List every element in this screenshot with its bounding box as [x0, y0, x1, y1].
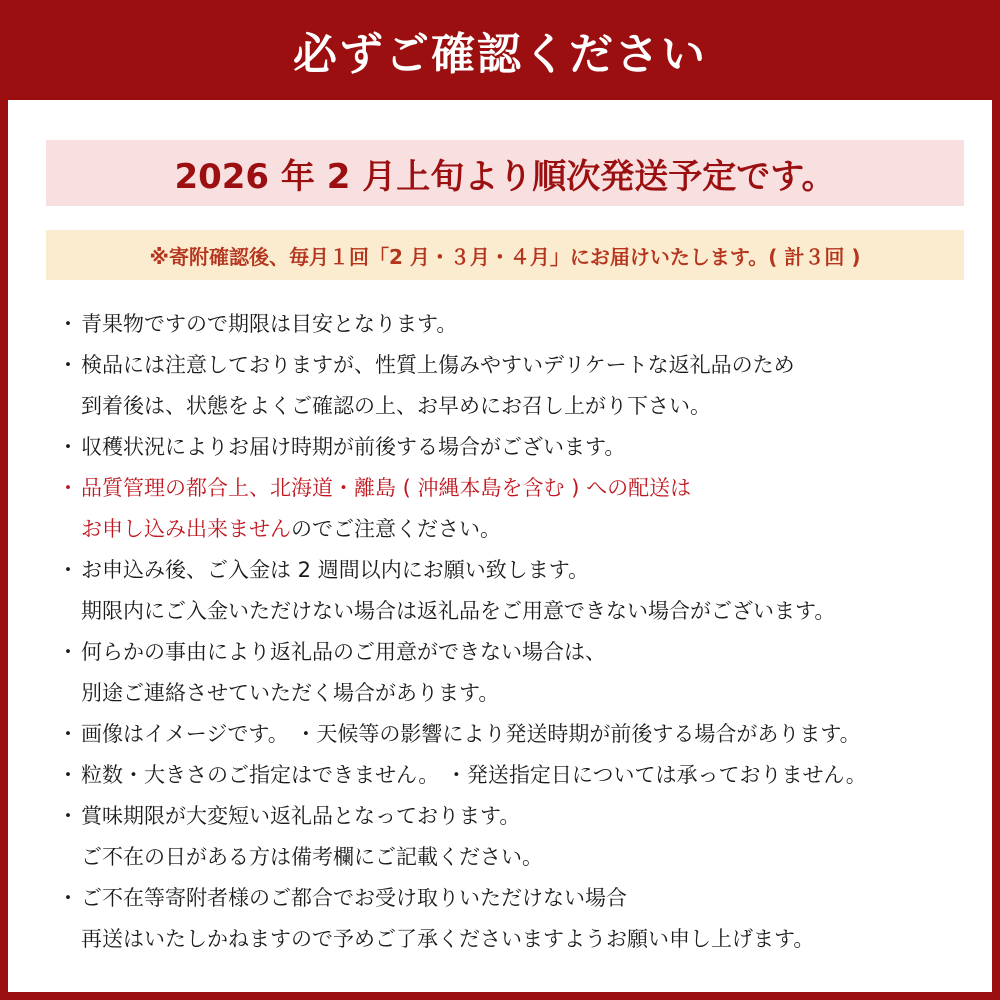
list-item: [55, 755, 985, 796]
delivery-frequency-banner: ※寄附確認後、毎月１回「2 月・３月・４月」にお届けいたします。( 計３回 ): [46, 230, 964, 280]
note-line: [81, 509, 691, 550]
note-line: お申込み後、ご入金は 2 週間以内にお願い致します。: [81, 558, 590, 582]
list-item: [55, 468, 985, 550]
bullet: ・: [57, 640, 79, 664]
shipping-restriction-warning: 品質管理の都合上、北海道・離島 ( 沖縄本島を含む ) への配送は: [81, 476, 692, 500]
note-line: 何らかの事由により返礼品のご用意ができない場合は、: [81, 640, 606, 664]
note-line: ご不在等寄附者様のご都合でお受け取りいただけない場合: [81, 886, 627, 910]
page-title: 必ずご確認ください: [0, 0, 1000, 100]
caution-text: のでご注意ください。: [291, 517, 501, 541]
bullet: ・: [57, 312, 79, 336]
list-item: [55, 632, 985, 714]
bullet: ・: [57, 476, 79, 500]
list-item: [55, 304, 985, 345]
note-line: 別途ご連絡させていただく場合があります。: [81, 681, 500, 705]
list-item: [55, 427, 985, 468]
bullet: ・: [57, 886, 79, 910]
note-line: 賞味期限が大変短い返礼品となっております。: [81, 804, 521, 828]
bullet: ・: [57, 763, 79, 787]
application-unavailable-warning: お申し込み出来ません: [81, 517, 291, 541]
note-line: 再送はいたしかねますので予めご了承くださいますようお願い申し上げます。: [81, 927, 815, 951]
list-item: [55, 345, 985, 427]
bullet: ・: [57, 804, 79, 828]
note-line: 画像はイメージです。 ・天候等の影響により発送時期が前後する場合があります。: [81, 722, 861, 746]
list-item: [55, 550, 985, 632]
list-item: [55, 878, 985, 960]
bullet: ・: [57, 722, 79, 746]
note-line: ご不在の日がある方は備考欄にご記載ください。: [81, 845, 543, 869]
list-item: [55, 796, 985, 878]
notes-list: [55, 304, 985, 960]
shipping-schedule-banner: 2026 年 2 月上旬より順次発送予定です。: [46, 140, 964, 206]
bullet: ・: [57, 353, 79, 377]
bullet: ・: [57, 558, 79, 582]
note-line: 検品には注意しておりますが、性質上傷みやすいデリケートな返礼品のため: [81, 353, 795, 377]
note-line: 粒数・大きさのご指定はできません。 ・発送指定日については承っておりません。: [81, 763, 867, 787]
note-line: 青果物ですので期限は目安となります。: [81, 312, 458, 336]
note-line: 到着後は、状態をよくご確認の上、お早めにお召し上がり下さい。: [81, 394, 711, 418]
note-line: 収穫状況によりお届け時期が前後する場合がございます。: [81, 435, 626, 459]
bullet: ・: [57, 435, 79, 459]
list-item: [55, 714, 985, 755]
note-line: 期限内にご入金いただけない場合は返礼品をご用意できない場合がございます。: [81, 599, 836, 623]
